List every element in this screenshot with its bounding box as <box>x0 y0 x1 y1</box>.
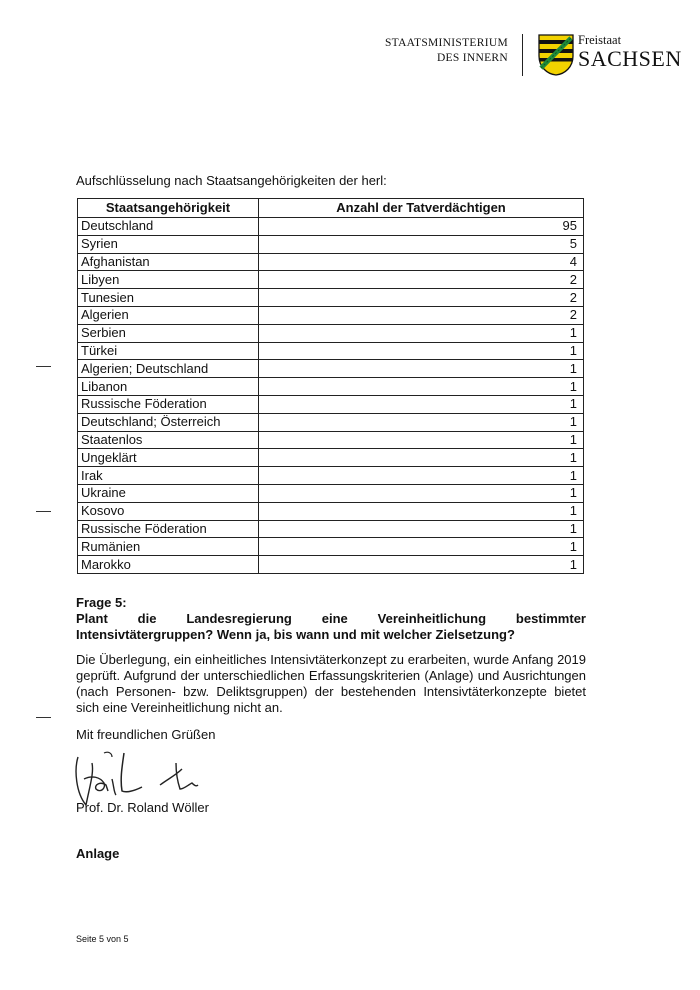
table-row <box>78 360 584 378</box>
nationality-cell: Marokko <box>78 556 259 574</box>
signer-name: Prof. Dr. Roland Wöller <box>76 800 209 815</box>
nationality-cell: Libanon <box>78 378 259 396</box>
count-cell: 1 <box>259 556 584 574</box>
count-cell: 95 <box>259 218 584 236</box>
ministry-line-1: STAATSMINISTERIUM <box>384 37 508 49</box>
table-row <box>78 235 584 253</box>
table-row <box>78 289 584 307</box>
answer-text: Die Überlegung, ein einheitliches Intensivtäterkonzept zu erarbeiten, wurde Anfang 2019 geprüft. Aufgrund der unterschiedlichen Erfassungskriterien (Anlage) und Ausrichtungen (nach Personen- bzw. Deliktsgruppen) der bestehenden Intensivtäterkonzepte bietet sich eine Vereinheitlichung nicht an. <box>76 652 586 715</box>
attachment-label: Anlage <box>76 846 120 861</box>
table-row <box>78 378 584 396</box>
table-row <box>78 342 584 360</box>
count-cell: 1 <box>259 520 584 538</box>
fold-mark <box>36 366 51 367</box>
nationality-cell: Algerien <box>78 306 259 324</box>
table-row <box>78 395 584 413</box>
table-row <box>78 431 584 449</box>
count-cell: 5 <box>259 235 584 253</box>
nationality-cell: Algerien; Deutschland <box>78 360 259 378</box>
ministry-name <box>385 36 508 66</box>
question-text: Plant die Landesregierung eine Vereinheitlichung bestimmter Intensivtätergruppen? Wenn ja, bis wann und mit welcher Zielsetzung? <box>76 611 586 642</box>
table-row <box>78 218 584 236</box>
nationality-cell: Kosovo <box>78 502 259 520</box>
nationality-cell: Rumänien <box>78 538 259 556</box>
table-row <box>78 502 584 520</box>
table-row <box>78 413 584 431</box>
count-cell: 2 <box>259 306 584 324</box>
letterhead <box>380 34 680 84</box>
count-cell: 1 <box>259 413 584 431</box>
table-row <box>78 538 584 556</box>
table-row <box>78 556 584 574</box>
count-cell: 1 <box>259 449 584 467</box>
table-intro: Aufschlüsselung nach Staatsangehörigkeiten der herl: <box>76 173 387 188</box>
table-row <box>78 484 584 502</box>
nationality-cell: Deutschland <box>78 218 259 236</box>
count-cell: 1 <box>259 360 584 378</box>
table-row <box>78 324 584 342</box>
letterhead-divider <box>522 34 523 76</box>
nationality-cell: Staatenlos <box>78 431 259 449</box>
saxony-coat-of-arms-icon <box>538 34 574 76</box>
closing-greeting: Mit freundlichen Grüßen <box>76 727 216 742</box>
count-cell: 1 <box>259 324 584 342</box>
table-row <box>78 467 584 485</box>
count-cell: 4 <box>259 253 584 271</box>
nationality-cell: Deutschland; Österreich <box>78 413 259 431</box>
count-cell: 1 <box>259 342 584 360</box>
count-cell: 1 <box>259 467 584 485</box>
table-row <box>78 520 584 538</box>
state-label-large: SACHSEN <box>578 46 682 71</box>
question-title: Frage 5: <box>76 595 127 610</box>
nationality-cell: Libyen <box>78 271 259 289</box>
count-cell: 1 <box>259 538 584 556</box>
fold-mark <box>36 511 51 512</box>
count-cell: 2 <box>259 271 584 289</box>
header-count: Anzahl der Tatverdächtigen <box>259 199 584 218</box>
table-row <box>78 271 584 289</box>
table-header-row <box>78 199 584 218</box>
count-cell: 1 <box>259 431 584 449</box>
state-label-small: Freistaat <box>578 33 622 47</box>
table-row <box>78 306 584 324</box>
count-cell: 1 <box>259 484 584 502</box>
count-cell: 1 <box>259 502 584 520</box>
nationality-cell: Russische Föderation <box>78 520 259 538</box>
nationality-cell: Afghanistan <box>78 253 259 271</box>
count-cell: 1 <box>259 378 584 396</box>
count-cell: 2 <box>259 289 584 307</box>
nationality-cell: Ungeklärt <box>78 449 259 467</box>
nationality-cell: Russische Föderation <box>78 395 259 413</box>
nationality-cell: Türkei <box>78 342 259 360</box>
nationality-cell: Serbien <box>78 324 259 342</box>
header-nationality: Staatsangehörigkeit <box>78 199 259 218</box>
nationality-cell: Tunesien <box>78 289 259 307</box>
table-row <box>78 449 584 467</box>
nationality-table <box>77 198 584 574</box>
nationality-cell: Ukraine <box>78 484 259 502</box>
nationality-cell: Irak <box>78 467 259 485</box>
nationality-cell: Syrien <box>78 235 259 253</box>
page-number: Seite 5 von 5 <box>76 934 129 944</box>
ministry-line-2: DES INNERN <box>436 52 508 64</box>
count-cell: 1 <box>259 395 584 413</box>
fold-mark <box>36 717 51 718</box>
table-row <box>78 253 584 271</box>
